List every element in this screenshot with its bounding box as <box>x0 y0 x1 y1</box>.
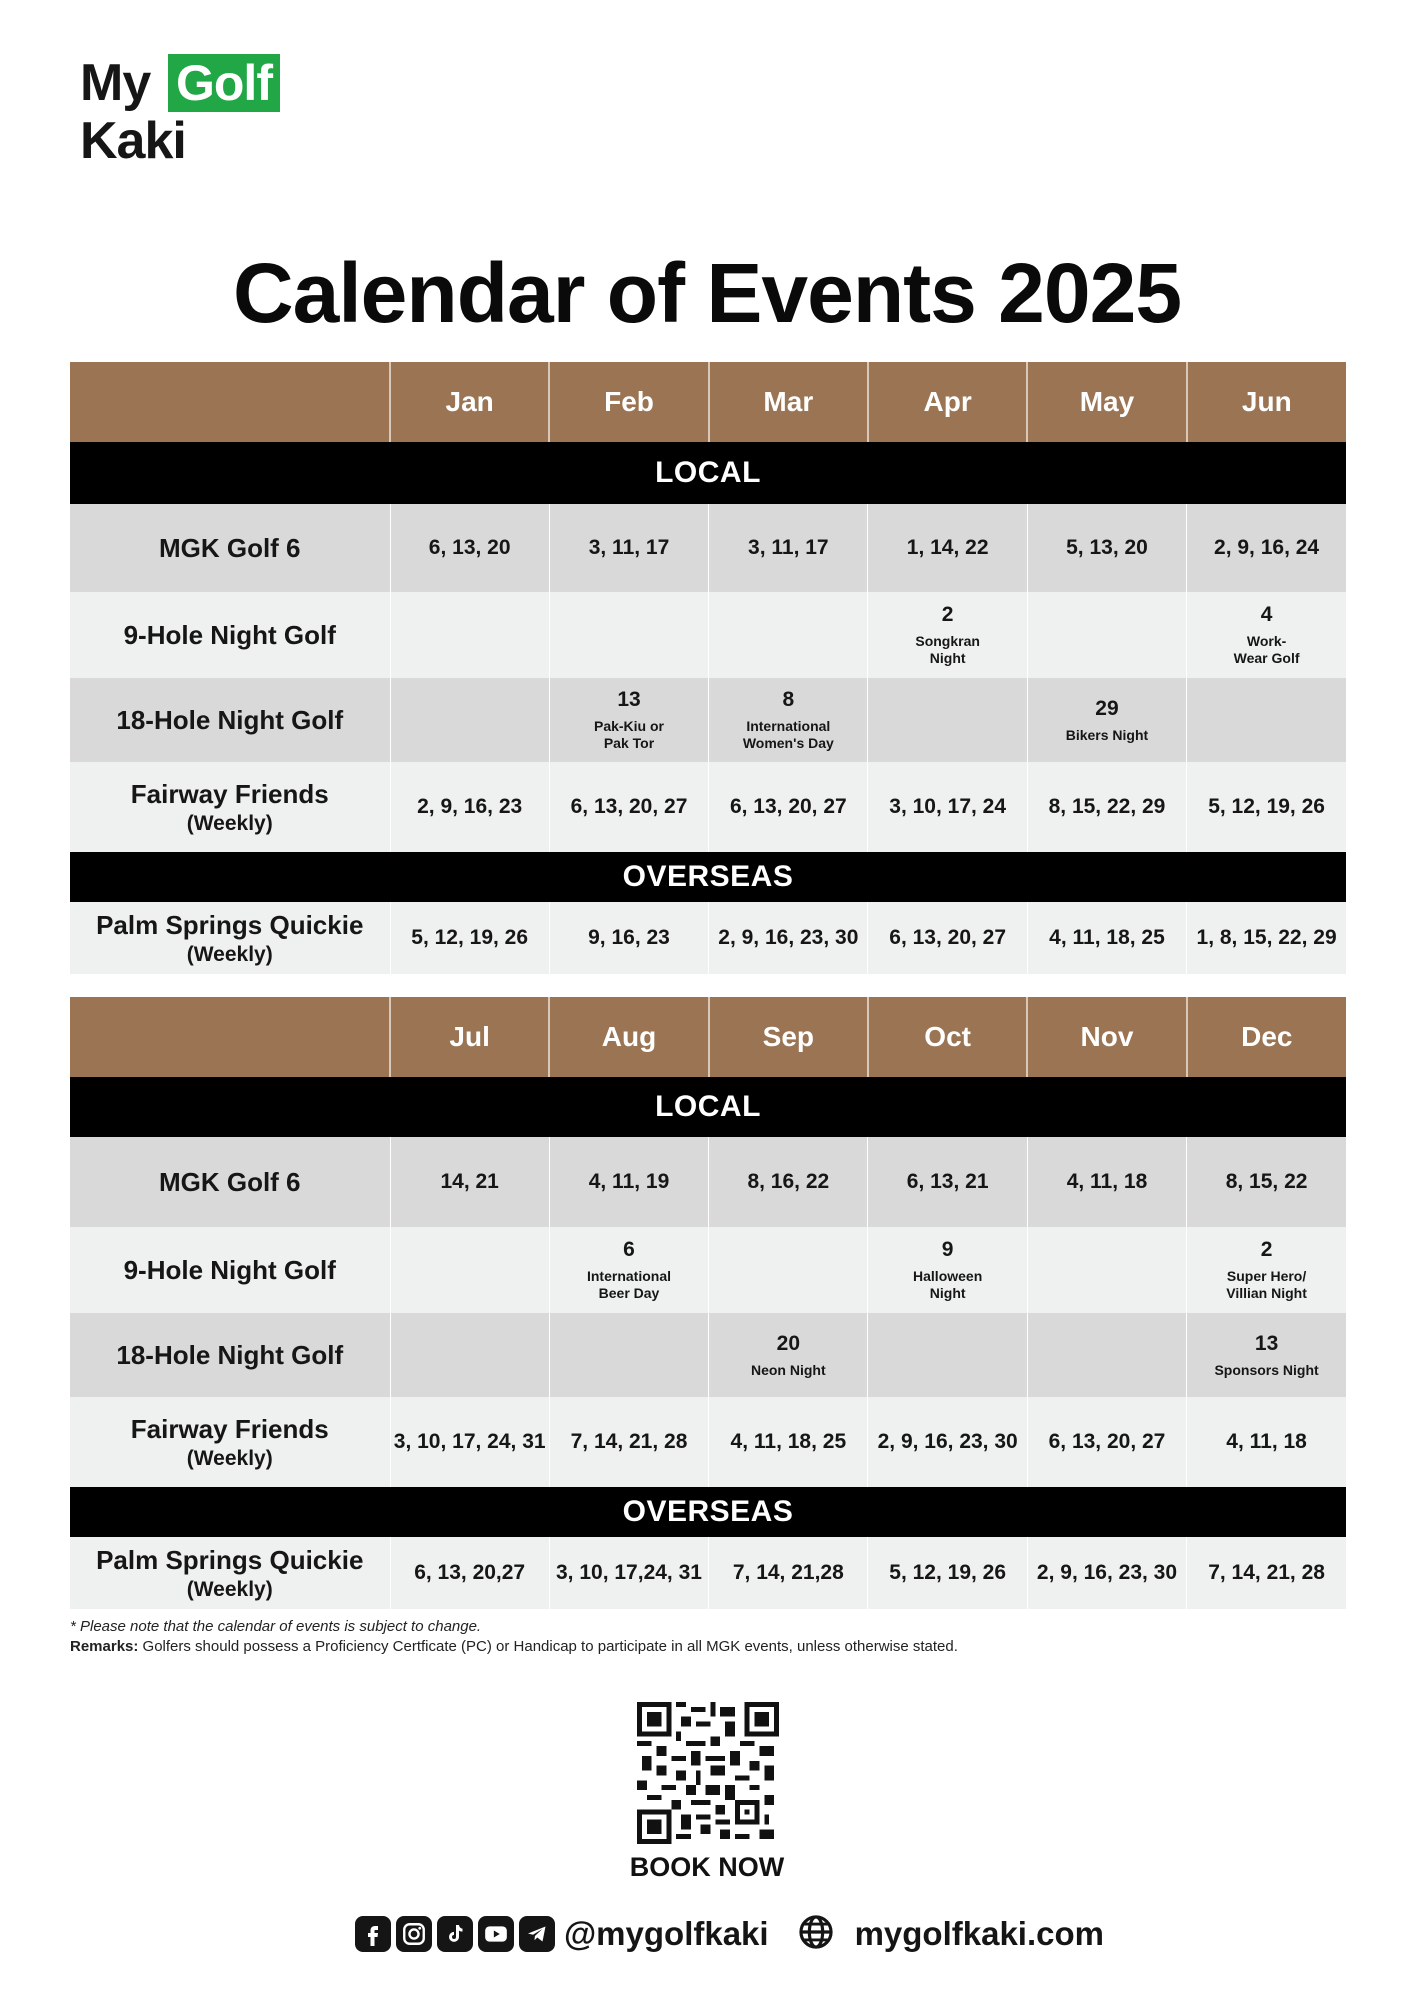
event-dates: 3, 10, 17,24, 31 <box>549 1537 708 1609</box>
social-bar <box>355 1912 1104 1956</box>
month-header: Jan <box>390 362 549 442</box>
event-empty <box>868 678 1027 762</box>
event-dates: 3, 11, 17 <box>549 504 708 592</box>
event-date: 2 <box>1260 1238 1273 1261</box>
special-event <box>868 592 1027 678</box>
event-dates: 3, 10, 17, 24, 31 <box>390 1397 549 1487</box>
month-header: May <box>1027 362 1186 442</box>
event-dates: 7, 14, 21, 28 <box>549 1397 708 1487</box>
book-now-label[interactable]: BOOK NOW <box>629 1852 785 1882</box>
event-row-fairway-friends <box>70 762 1346 852</box>
special-event <box>709 678 868 762</box>
special-event <box>709 1313 868 1397</box>
event-empty <box>868 1313 1027 1397</box>
logo-kaki: Kaki <box>80 112 186 170</box>
event-frequency: (Weekly) <box>186 942 273 966</box>
event-empty <box>549 592 708 678</box>
event-dates: 2, 9, 16, 23, 30 <box>1027 1537 1186 1609</box>
event-name: Bikers Night <box>1065 726 1149 743</box>
event-name: International Beer Day <box>586 1268 671 1301</box>
section-row-local <box>70 442 1346 504</box>
special-event <box>1187 1313 1346 1397</box>
social-handle[interactable]: @mygolfkaki <box>564 1915 769 1952</box>
event-empty <box>390 1313 549 1397</box>
event-dates: 6, 13, 20,27 <box>390 1537 549 1609</box>
event-dates: 6, 13, 20, 27 <box>549 762 708 852</box>
section-row-overseas <box>70 852 1346 902</box>
change-note: * Please note that the calendar of events is subject to change. <box>70 1618 482 1635</box>
event-date: 9 <box>941 1238 954 1261</box>
event-label: Palm Springs Quickie (Weekly) <box>70 902 390 974</box>
telegram-icon[interactable] <box>519 1916 555 1952</box>
special-event <box>1187 592 1346 678</box>
event-dates: 6, 13, 21 <box>868 1137 1027 1227</box>
section-label-overseas: OVERSEAS <box>70 1487 1346 1537</box>
event-label: Palm Springs Quickie (Weekly) <box>70 1537 390 1609</box>
page-title: Calendar of Events 2025 <box>232 246 1182 340</box>
logo <box>80 52 320 172</box>
event-name: Pak-Kiu or Pak Tor <box>593 718 664 751</box>
section-label-local: LOCAL <box>70 442 1346 504</box>
calendar-table-jul-dec <box>70 997 1346 1609</box>
event-dates: 5, 13, 20 <box>1027 504 1186 592</box>
event-dates: 4, 11, 18 <box>1187 1397 1346 1487</box>
event-name: Halloween Night <box>913 1268 983 1301</box>
remarks-text: Golfers should possess a Proficiency Certficate (PC) or Handicap to participate in all MGK events, unless otherwise stated. <box>138 1638 958 1655</box>
event-label: MGK Golf 6 <box>70 504 390 592</box>
header-blank <box>70 997 390 1077</box>
event-empty <box>549 1313 708 1397</box>
event-dates: 6, 13, 20, 27 <box>1027 1397 1186 1487</box>
section-row-overseas <box>70 1487 1346 1537</box>
month-header-row <box>70 997 1346 1077</box>
event-dates: 7, 14, 21,28 <box>709 1537 868 1609</box>
event-row-mgk-golf-6 <box>70 504 1346 592</box>
special-event <box>549 1227 708 1313</box>
event-date: 8 <box>782 688 795 711</box>
month-header: Jul <box>390 997 549 1077</box>
section-label-local: LOCAL <box>70 1077 1346 1137</box>
event-dates: 9, 16, 23 <box>549 902 708 974</box>
globe-icon <box>797 1913 835 1956</box>
event-frequency: (Weekly) <box>186 1577 273 1601</box>
event-row-9-hole-night-golf <box>70 1227 1346 1313</box>
event-name: Work- Wear Golf <box>1233 633 1300 666</box>
event-row-18-hole-night-golf <box>70 1313 1346 1397</box>
event-dates: 6, 13, 20 <box>390 504 549 592</box>
event-dates: 2, 9, 16, 23 <box>390 762 549 852</box>
event-dates: 5, 12, 19, 26 <box>390 902 549 974</box>
event-dates: 14, 21 <box>390 1137 549 1227</box>
month-header: Oct <box>868 997 1027 1077</box>
special-event <box>549 678 708 762</box>
event-empty <box>709 1227 868 1313</box>
event-label: 9-Hole Night Golf <box>70 1227 390 1313</box>
event-dates: 4, 11, 18, 25 <box>709 1397 868 1487</box>
special-event <box>1027 678 1186 762</box>
logo-golf: Golf <box>168 54 280 112</box>
section-label-overseas: OVERSEAS <box>70 852 1346 902</box>
event-label: Fairway Friends (Weekly) <box>70 762 390 852</box>
event-frequency: (Weekly) <box>186 811 273 835</box>
youtube-icon[interactable] <box>478 1916 514 1952</box>
event-empty <box>709 592 868 678</box>
month-header: Dec <box>1187 997 1346 1077</box>
event-name: Super Hero/ Villian Night <box>1226 1268 1307 1301</box>
event-dates: 1, 14, 22 <box>868 504 1027 592</box>
event-name: Sponsors Night <box>1214 1361 1319 1378</box>
event-name: Songkran Night <box>915 633 980 666</box>
header-blank <box>70 362 390 442</box>
event-label: 9-Hole Night Golf <box>70 592 390 678</box>
event-dates: 6, 13, 20, 27 <box>709 762 868 852</box>
event-row-18-hole-night-golf <box>70 678 1346 762</box>
event-label: MGK Golf 6 <box>70 1137 390 1227</box>
event-date: 13 <box>1254 1331 1279 1355</box>
special-event <box>1187 1227 1346 1313</box>
event-row-palm-springs-quickie <box>70 1537 1346 1609</box>
event-dates: 4, 11, 18 <box>1027 1137 1186 1227</box>
event-dates: 2, 9, 16, 24 <box>1187 504 1346 592</box>
event-dates: 1, 8, 15, 22, 29 <box>1187 902 1346 974</box>
event-date: 6 <box>623 1238 635 1261</box>
event-empty <box>1027 592 1186 678</box>
section-row-local <box>70 1077 1346 1137</box>
event-empty <box>390 592 549 678</box>
event-row-fairway-friends <box>70 1397 1346 1487</box>
event-name: International Women's Day <box>742 718 834 751</box>
event-dates: 5, 12, 19, 26 <box>1187 762 1346 852</box>
qr-code[interactable] <box>637 1702 779 1844</box>
event-date: 13 <box>617 688 641 711</box>
month-header: Feb <box>549 362 708 442</box>
tiktok-icon[interactable] <box>437 1916 473 1952</box>
event-row-9-hole-night-golf <box>70 592 1346 678</box>
event-dates: 3, 10, 17, 24 <box>868 762 1027 852</box>
month-header: Mar <box>709 362 868 442</box>
event-dates: 4, 11, 19 <box>549 1137 708 1227</box>
month-header-row <box>70 362 1346 442</box>
event-date: 2 <box>941 603 954 626</box>
event-row-mgk-golf-6 <box>70 1137 1346 1227</box>
month-header: Sep <box>709 997 868 1077</box>
event-dates: 2, 9, 16, 23, 30 <box>709 902 868 974</box>
logo-my: My <box>80 54 151 112</box>
event-dates: 2, 9, 16, 23, 30 <box>868 1397 1027 1487</box>
event-label: 18-Hole Night Golf <box>70 1313 390 1397</box>
event-dates: 7, 14, 21, 28 <box>1187 1537 1346 1609</box>
month-header: Jun <box>1187 362 1346 442</box>
event-dates: 6, 13, 20, 27 <box>868 902 1027 974</box>
remarks <box>70 1638 958 1655</box>
month-header: Aug <box>549 997 708 1077</box>
event-empty <box>390 1227 549 1313</box>
facebook-icon[interactable] <box>355 1916 391 1952</box>
event-frequency: (Weekly) <box>186 1446 273 1470</box>
event-name: Neon Night <box>750 1361 826 1378</box>
event-date: 4 <box>1260 603 1273 626</box>
event-dates: 4, 11, 18, 25 <box>1027 902 1186 974</box>
event-empty <box>1027 1313 1186 1397</box>
website-link[interactable]: mygolfkaki.com <box>854 1915 1104 1952</box>
event-label: Fairway Friends (Weekly) <box>70 1397 390 1487</box>
event-dates: 8, 16, 22 <box>709 1137 868 1227</box>
month-header: Apr <box>868 362 1027 442</box>
event-date: 20 <box>776 1331 800 1355</box>
calendar-table-jan-jun <box>70 362 1346 974</box>
month-header: Nov <box>1027 997 1186 1077</box>
instagram-icon[interactable] <box>396 1916 432 1952</box>
event-empty <box>1187 678 1346 762</box>
event-dates: 8, 15, 22 <box>1187 1137 1346 1227</box>
event-label: 18-Hole Night Golf <box>70 678 390 762</box>
event-dates: 3, 11, 17 <box>709 504 868 592</box>
remarks-label: Remarks: <box>70 1638 139 1655</box>
event-row-palm-springs-quickie <box>70 902 1346 974</box>
event-dates: 5, 12, 19, 26 <box>868 1537 1027 1609</box>
special-event <box>868 1227 1027 1313</box>
event-empty <box>390 678 549 762</box>
event-empty <box>1027 1227 1186 1313</box>
event-date: 29 <box>1095 696 1119 720</box>
event-dates: 8, 15, 22, 29 <box>1027 762 1186 852</box>
